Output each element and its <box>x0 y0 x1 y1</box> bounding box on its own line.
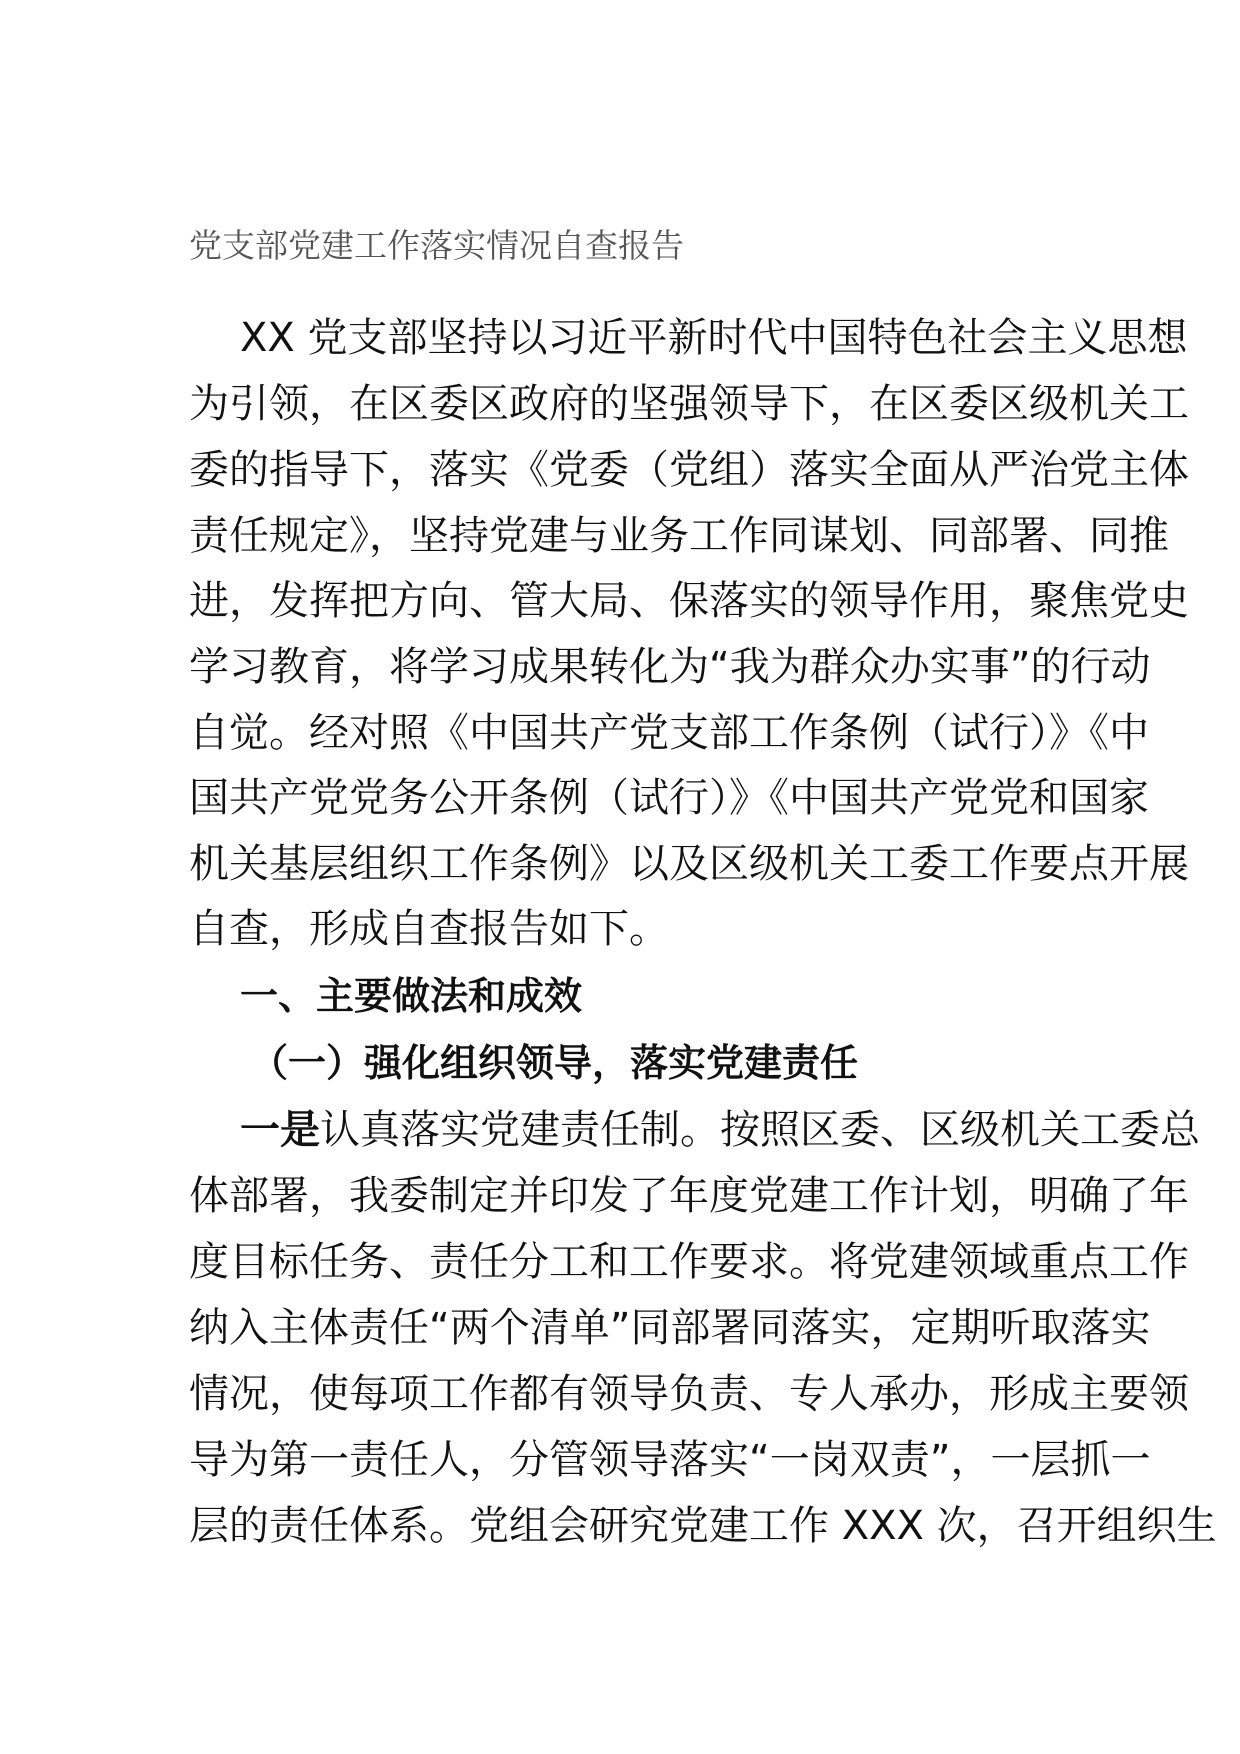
point-text: 认真落实党建责任制。按照区委、区级机关工委总 <box>320 1107 1200 1153</box>
paragraph-line: 纳入主体责任“两个清单”同部署同落实，定期听取落实 <box>189 1305 1151 1351</box>
paragraph-line: 机关基层组织工作条例》以及区级机关工委工作要点开展 <box>189 841 1189 887</box>
paragraph-line: 委的指导下，落实《党委（党组）落实全面从严治党主体 <box>189 447 1189 493</box>
paragraph-line: 学习教育，将学习成果转化为“我为群众办实事”的行动 <box>189 644 1151 690</box>
paragraph-line: 国共产党党务公开条例（试行）》《中国共产党党和国家 <box>189 775 1149 821</box>
paragraph-line: 进，发挥把方向、管大局、保落实的领导作用，聚焦党史 <box>189 578 1189 624</box>
paragraph-line: 情况，使每项工作都有领导负责、专人承办，形成主要领 <box>189 1371 1189 1417</box>
section-heading: 一、主要做法和成效 <box>240 974 583 1018</box>
point-label: 一是 <box>240 1107 320 1153</box>
paragraph-line: 度目标任务、责任分工和工作要求。将党建领域重点工作 <box>189 1239 1189 1285</box>
paragraph-line: 层的责任体系。党组会研究党建工作 XXX 次，召开组织生 <box>189 1503 1217 1549</box>
document-title: 党支部党建工作落实情况自查报告 <box>189 226 684 265</box>
paragraph-line: 自觉。经对照《中国共产党支部工作条例（试行）》《中 <box>189 710 1149 756</box>
subsection-heading: （一）强化组织领导，落实党建责任 <box>250 1041 859 1085</box>
paragraph-line <box>240 1097 1200 1163</box>
paragraph-line: 责任规定》，坚持党建与业务工作同谋划、同部署、同推 <box>189 513 1169 559</box>
paragraph-line: 为引领，在区委区政府的坚强领导下，在区委区级机关工 <box>189 381 1189 427</box>
paragraph-line: 导为第一责任人，分管领导落实“一岗双责”，一层抓一 <box>189 1437 1151 1483</box>
paragraph-line: XX 党支部坚持以习近平新时代中国特色社会主义思想 <box>240 315 1188 361</box>
paragraph-line: 自查，形成自查报告如下。 <box>189 906 669 952</box>
paragraph-line: 体部署，我委制定并印发了年度党建工作计划，明确了年 <box>189 1173 1189 1219</box>
